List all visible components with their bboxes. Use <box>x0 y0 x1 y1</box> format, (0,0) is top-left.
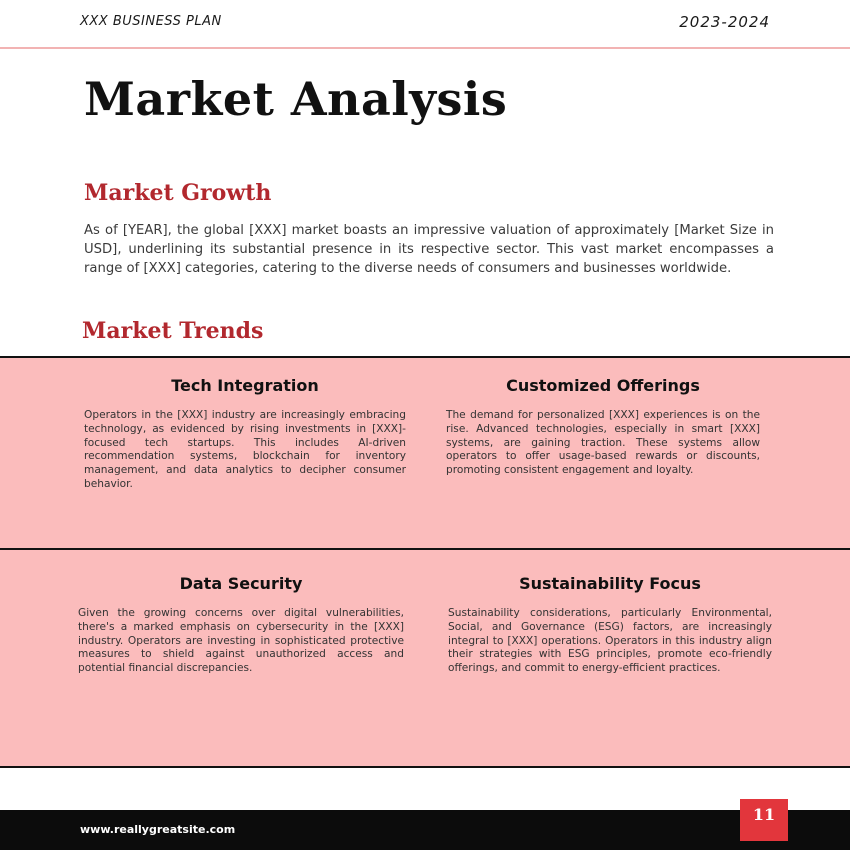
trend-card-title: Tech Integration <box>171 376 319 395</box>
trends-row-1 <box>0 356 850 550</box>
website-link[interactable]: www.reallygreatsite.com <box>80 823 236 836</box>
page-number-badge <box>740 799 788 841</box>
trend-card-data-security <box>78 574 404 676</box>
page-title: Market Analysis <box>84 72 508 126</box>
trend-card-text: Given the growing concerns over digital vulnerabilities, there's a marked emphasis on cybersecurity in the [XXX] industry. Operators are investing in sophisticated protective measures to shield against unauthorized access and potential financial discrepancies. <box>78 607 404 675</box>
market-growth-paragraph: As of [YEAR], the global [XXX] market boasts an impressive valuation of approximately [Market Size in USD], underlining its substantial presence in its respective sector. This vast market encompasses a range of [XXX] categories, catering to the diverse needs of consumers and businesses worldwide. <box>84 223 774 276</box>
header-divider <box>0 47 850 49</box>
trends-row-2 <box>0 548 850 768</box>
page-header <box>0 0 850 48</box>
market-trends-heading: Market Trends <box>82 318 264 344</box>
trend-card-title: Customized Offerings <box>506 376 700 395</box>
page-footer <box>0 810 850 850</box>
document-label: XXX BUSINESS PLAN <box>80 14 222 29</box>
trend-card-text: Operators in the [XXX] industry are increasingly embracing technology, as evidenced by rising investments in [XXX]-focused tech startups. This includes AI-driven recommendation systems, blockchain for inventory management, and data analytics to decipher consumer behavior. <box>84 409 406 490</box>
year-range: 2023-2024 <box>679 13 770 31</box>
trend-card-tech-integration <box>84 376 406 492</box>
trend-card-text: The demand for personalized [XXX] experiences is on the rise. Advanced technologies, especially in smart [XXX] systems, are gaining traction. These systems allow operators to offer usage-based rewards or discounts, promoting consistent engagement and loyalty. <box>446 409 760 477</box>
trend-card-text: Sustainability considerations, particularly Environmental, Social, and Governance (ESG) factors, are increasingly integral to [XXX] operations. Operators in this industry align their strategies with ESG principles, promote eco-friendly offerings, and commit to energy-efficient practices. <box>448 607 772 675</box>
trend-card-sustainability-focus <box>448 574 772 676</box>
trend-card-title: Data Security <box>179 574 303 593</box>
trend-card-title: Sustainability Focus <box>519 574 701 593</box>
page-number: 11 <box>752 805 776 824</box>
trend-card-customized-offerings <box>446 376 760 478</box>
market-growth-heading: Market Growth <box>84 180 272 206</box>
